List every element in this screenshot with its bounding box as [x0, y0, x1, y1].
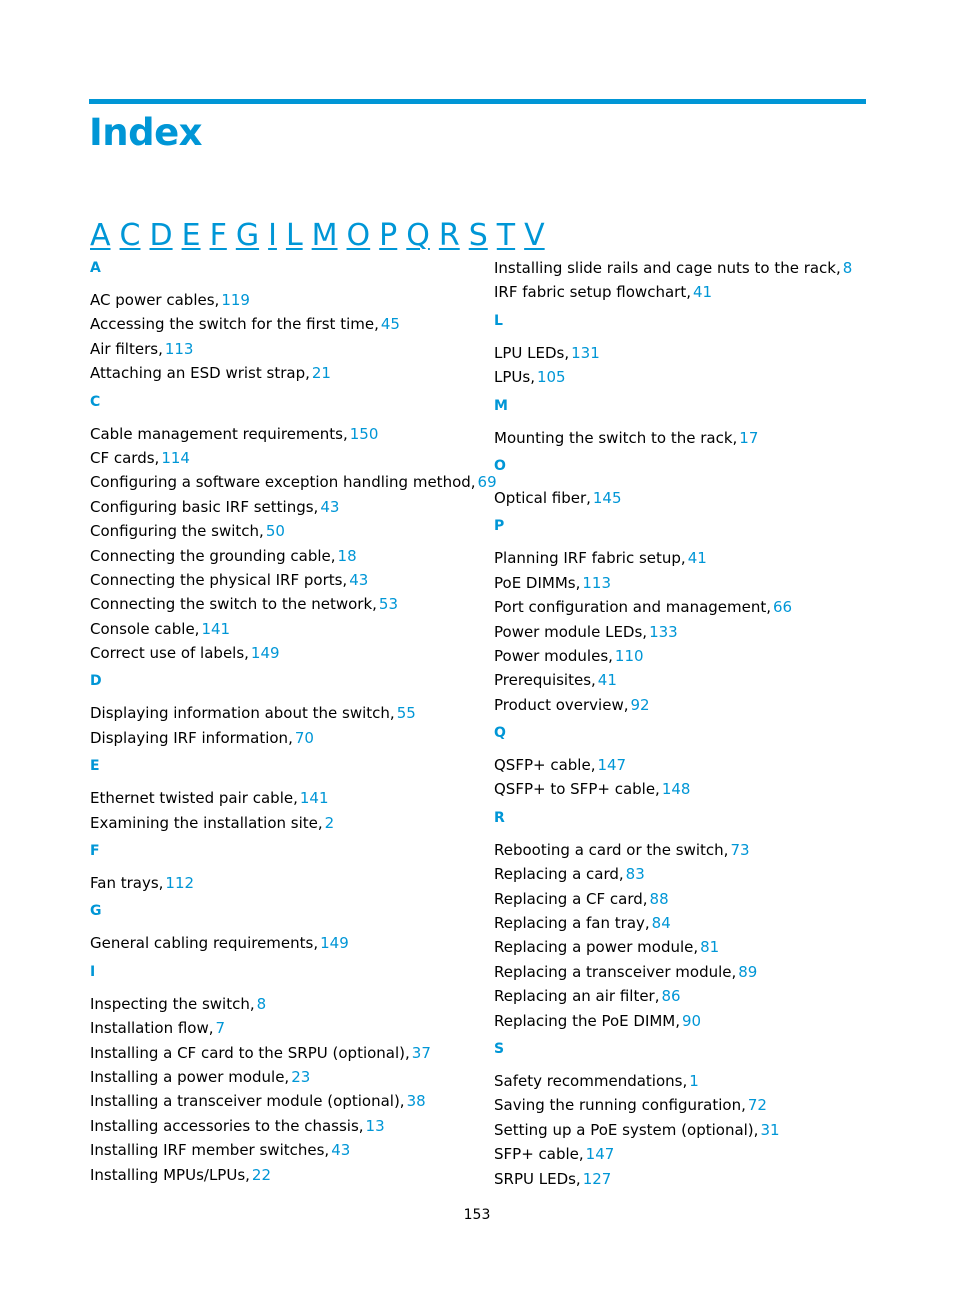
index-group-l [494, 311, 884, 390]
index-entry [494, 341, 884, 365]
index-entry [494, 595, 884, 619]
index-letter-heading: A [90, 260, 101, 276]
index-entry-text: Cable management requirements, [90, 424, 348, 443]
index-entry [494, 935, 884, 959]
index-page-link[interactable]: 66 [773, 598, 793, 617]
index-column-right [494, 256, 884, 1197]
index-entry-text: Safety recommendations, [494, 1071, 688, 1090]
index-page-link[interactable]: 127 [582, 1169, 612, 1188]
index-page-link[interactable]: 53 [378, 595, 399, 614]
index-entry-text: Installing IRF member switches, [90, 1141, 330, 1160]
index-entry [494, 644, 884, 668]
index-entry [494, 426, 884, 450]
index-entry [494, 571, 884, 595]
index-entry-text: Installing slide rails and cage nuts to the rack, [494, 259, 841, 277]
index-entry-text: Prerequisites, [494, 671, 596, 690]
index-letter-heading: R [494, 809, 505, 826]
alphabet-link-e[interactable]: E [181, 218, 201, 253]
index-entry [90, 288, 480, 312]
index-entry [494, 1118, 884, 1142]
index-page-link[interactable]: 43 [331, 1141, 351, 1160]
index-page-link[interactable]: 50 [265, 522, 285, 541]
index-entry [90, 519, 480, 543]
index-entry [90, 726, 480, 750]
page-title: Index [89, 111, 203, 154]
index-page-link[interactable]: 13 [365, 1116, 385, 1135]
index-entry [90, 1016, 480, 1040]
alphabet-link-g[interactable]: G [235, 218, 260, 253]
index-page-link[interactable]: 113 [582, 573, 612, 592]
index-entry [494, 1069, 884, 1093]
index-letter-heading: E [90, 758, 100, 775]
index-entry-text: Correct use of labels, [90, 644, 249, 663]
index-page-link[interactable]: 43 [349, 570, 369, 589]
index-entry [90, 446, 480, 470]
page-number: 153 [463, 1207, 491, 1223]
index-entry [494, 862, 884, 886]
alphabet-link-v[interactable]: V [524, 218, 545, 253]
index-page-link[interactable]: 148 [661, 780, 691, 799]
index-page-link[interactable]: 113 [164, 339, 194, 358]
index-entry [90, 1041, 480, 1065]
alphabet-nav [90, 216, 554, 256]
index-page-link[interactable]: 73 [730, 840, 750, 859]
index-group-d [90, 671, 480, 750]
index-entry [494, 486, 884, 510]
index-entry [494, 546, 884, 570]
index-page-link[interactable]: 147 [585, 1145, 615, 1164]
index-entry [494, 1093, 884, 1117]
index-entry [494, 280, 884, 304]
index-entry [90, 1138, 480, 1162]
index-letter-heading: G [90, 903, 102, 920]
index-group-p [494, 516, 884, 717]
index-entry [494, 838, 884, 862]
index-page-link[interactable]: 119 [221, 291, 250, 309]
index-entry [90, 641, 480, 665]
index-group-i [90, 962, 480, 1187]
index-page-link[interactable]: 133 [649, 622, 678, 641]
index-page-link[interactable]: 22 [251, 1165, 272, 1184]
index-entry-text: Installation flow, [90, 1019, 214, 1038]
index-entry-text: SRPU LEDs, [494, 1169, 581, 1188]
index-entry-text: Mounting the switch to the rack, [494, 428, 738, 447]
index-entry [90, 617, 480, 641]
index-entry-text: Configuring a software exception handling method, [90, 473, 476, 492]
index-entry-text: Port configuration and management, [494, 598, 772, 617]
index-page-link[interactable]: 38 [406, 1092, 426, 1111]
index-group-r [494, 808, 884, 1033]
alphabet-link-o[interactable]: O [346, 218, 371, 253]
index-entry-text: Connecting the switch to the network, [90, 595, 377, 614]
index-group-s [494, 1039, 884, 1191]
alphabet-link-t[interactable]: T [496, 218, 516, 253]
index-entry [90, 1065, 480, 1089]
index-page-link[interactable]: 88 [649, 889, 669, 908]
index-letter-heading: I [90, 963, 96, 980]
index-entry-text: Optical fiber, [494, 488, 591, 507]
index-entry-text: Power module LEDs, [494, 622, 648, 641]
index-entry-text: Connecting the grounding cable, [90, 546, 336, 565]
index-entry-text: General cabling requirements, [90, 934, 319, 953]
index-page-link[interactable]: 141 [299, 789, 329, 808]
index-page-link[interactable]: 114 [161, 448, 190, 467]
alphabet-link-r[interactable]: R [438, 218, 460, 253]
index-page-link[interactable]: 90 [682, 1011, 702, 1030]
index-entry [90, 871, 480, 895]
index-entry-text: Examining the installation site, [90, 813, 323, 832]
index-group-c [90, 392, 497, 666]
index-entry-text: QSFP+ cable, [494, 756, 596, 775]
index-group-f [90, 841, 480, 895]
index-letter-heading: L [494, 312, 503, 329]
alphabet-link-m[interactable]: M [311, 218, 338, 253]
index-page-link[interactable]: 2 [324, 813, 335, 832]
index-entry [494, 1009, 884, 1033]
index-entry-text: Air filters, [90, 339, 163, 358]
index-entry [90, 786, 480, 810]
index-entry-text: Planning IRF fabric setup, [494, 549, 686, 568]
index-entry-text: Rebooting a card or the switch, [494, 840, 729, 859]
index-entry [494, 911, 884, 935]
index-page-link[interactable]: 7 [215, 1019, 226, 1038]
index-page-link[interactable]: 18 [337, 546, 357, 565]
alphabet-link-i[interactable]: I [268, 218, 277, 253]
index-entry [90, 361, 480, 385]
index-entry-text: AC power cables, [90, 291, 220, 309]
index-entry [90, 1163, 480, 1187]
index-page-link[interactable]: 149 [250, 644, 280, 663]
index-page-link[interactable]: 147 [597, 756, 627, 775]
index-entry [494, 1167, 884, 1191]
index-entry-text: Ethernet twisted pair cable, [90, 789, 298, 808]
index-entry-text: Accessing the switch for the first time, [90, 315, 379, 334]
index-group-o [494, 456, 884, 510]
index-entry-text: Installing MPUs/LPUs, [90, 1165, 250, 1184]
index-entry [90, 701, 480, 725]
index-page-link[interactable]: 41 [597, 671, 617, 690]
index-page-link[interactable]: 145 [592, 488, 622, 507]
index-entry-text: Installing a power module, [90, 1067, 290, 1086]
index-page-link[interactable]: 105 [536, 368, 566, 387]
index-group-continued [494, 256, 884, 305]
index-entry [90, 495, 480, 519]
index-entry [494, 960, 884, 984]
index-entry-text: LPU LEDs, [494, 343, 570, 362]
index-letter-heading: C [90, 393, 101, 410]
alphabet-link-l[interactable]: L [285, 218, 303, 253]
index-page-link[interactable]: 17 [739, 428, 759, 447]
index-entry-text: Product overview, [494, 695, 629, 714]
index-entry-text: Replacing a transceiver module, [494, 962, 737, 981]
index-entry [494, 256, 884, 280]
index-page-link[interactable]: 21 [311, 364, 331, 383]
index-letter-heading: F [90, 843, 100, 860]
index-page-link[interactable]: 89 [738, 962, 758, 981]
index-page-link[interactable]: 110 [614, 646, 644, 665]
index-entry-text: Attaching an ESD wrist strap, [90, 364, 310, 383]
index-entry [494, 753, 884, 777]
index-letter-heading: P [494, 518, 505, 535]
index-page-link[interactable]: 92 [630, 695, 650, 714]
index-entry-text: Replacing a card, [494, 865, 624, 884]
index-page-link[interactable]: 43 [320, 497, 340, 516]
index-entry-text: QSFP+ to SFP+ cable, [494, 780, 660, 799]
index-entry-text: Displaying information about the switch, [90, 704, 395, 723]
index-letter-heading: Q [494, 725, 506, 742]
index-entry [494, 984, 884, 1008]
index-column-left [90, 256, 497, 1193]
alphabet-link-q[interactable]: Q [406, 218, 430, 253]
index-entry-text: Connecting the physical IRF ports, [90, 570, 348, 589]
index-entry [494, 693, 884, 717]
index-entry-text: Configuring basic IRF settings, [90, 497, 319, 516]
index-entry-text: Power modules, [494, 646, 613, 665]
index-page-link[interactable]: 149 [320, 934, 349, 953]
index-page-link[interactable]: 131 [571, 343, 600, 362]
index-page-link[interactable]: 55 [396, 704, 416, 723]
alphabet-link-f[interactable]: F [209, 218, 227, 253]
index-entry-text: LPUs, [494, 368, 535, 387]
index-page-link[interactable]: 81 [700, 938, 720, 957]
index-entry [494, 668, 884, 692]
index-page-link[interactable]: 69 [477, 473, 497, 492]
index-page-link[interactable]: 45 [380, 315, 400, 334]
index-page-link[interactable]: 23 [291, 1067, 311, 1086]
alphabet-link-p[interactable]: P [379, 218, 398, 253]
index-entry-text: Replacing the PoE DIMM, [494, 1011, 681, 1030]
index-entry-text: Configuring the switch, [90, 522, 264, 541]
index-entry [494, 365, 884, 389]
index-entry [494, 620, 884, 644]
index-entry-text: Setting up a PoE system (optional), [494, 1120, 759, 1139]
index-group-a [90, 258, 480, 386]
index-page-link[interactable]: 31 [760, 1120, 780, 1139]
index-entry [90, 312, 480, 336]
index-page-link[interactable]: 72 [747, 1096, 767, 1115]
index-entry-text: SFP+ cable, [494, 1145, 584, 1164]
alphabet-link-s[interactable]: S [468, 218, 488, 253]
index-entry-text: Fan trays, [90, 874, 164, 893]
index-page-link[interactable]: 70 [294, 728, 314, 747]
index-page-link[interactable]: 112 [165, 874, 195, 893]
index-entry [90, 568, 480, 592]
index-page-link[interactable]: 37 [411, 1043, 431, 1062]
index-entry [90, 470, 497, 494]
index-group-g [90, 901, 480, 955]
index-entry-text: Inspecting the switch, [90, 994, 255, 1013]
index-entry-text: PoE DIMMs, [494, 573, 581, 592]
index-entry-text: Replacing a CF card, [494, 889, 648, 908]
index-page-link[interactable]: 150 [349, 424, 379, 443]
index-entry-text: CF cards, [90, 448, 160, 467]
index-entry [494, 777, 884, 801]
index-entry [90, 992, 480, 1016]
title-rule [89, 99, 866, 104]
index-entry-text: Saving the running configuration, [494, 1096, 746, 1115]
index-entry-text: Displaying IRF information, [90, 728, 293, 747]
index-group-q [494, 723, 884, 802]
index-page-link[interactable]: 41 [687, 549, 707, 568]
index-entry-text: Console cable, [90, 619, 200, 638]
alphabet-link-a[interactable]: A [90, 218, 111, 253]
index-page-link[interactable]: 8 [256, 994, 267, 1013]
index-group-e [90, 756, 480, 835]
index-entry-text: Replacing a fan tray, [494, 914, 650, 933]
index-entry [90, 337, 480, 361]
index-letter-heading: O [494, 457, 506, 474]
index-entry-text: Installing accessories to the chassis, [90, 1116, 364, 1135]
index-letter-heading: S [494, 1040, 505, 1057]
index-page-link[interactable]: 1 [689, 1071, 699, 1090]
index-entry-text: Installing a transceiver module (optional), [90, 1092, 405, 1111]
index-page-link[interactable]: 83 [625, 865, 645, 884]
alphabet-link-c[interactable]: C [119, 218, 141, 253]
index-entry [90, 592, 480, 616]
index-page-link[interactable]: 86 [661, 987, 681, 1006]
index-entry [90, 1114, 480, 1138]
index-group-m [494, 396, 884, 450]
index-page-link[interactable]: 141 [201, 619, 231, 638]
index-entry-text: Replacing an air filter, [494, 987, 660, 1006]
index-entry-text: Replacing a power module, [494, 938, 699, 957]
index-entry [494, 1142, 884, 1166]
index-letter-heading: M [494, 397, 508, 414]
index-entry [90, 1089, 480, 1113]
index-letter-heading: D [90, 673, 102, 690]
index-entry-text: Installing a CF card to the SRPU (optional), [90, 1043, 410, 1062]
index-entry [494, 887, 884, 911]
index-entry [90, 931, 480, 955]
index-page-link[interactable]: 41 [692, 283, 713, 302]
alphabet-link-d[interactable]: D [149, 218, 173, 253]
index-page-link[interactable]: 84 [651, 914, 671, 933]
index-entry-text: IRF fabric setup flowchart, [494, 283, 691, 302]
index-entry [90, 422, 480, 446]
index-page-link[interactable]: 8 [842, 259, 853, 277]
index-entry [90, 544, 480, 568]
index-entry [90, 811, 480, 835]
